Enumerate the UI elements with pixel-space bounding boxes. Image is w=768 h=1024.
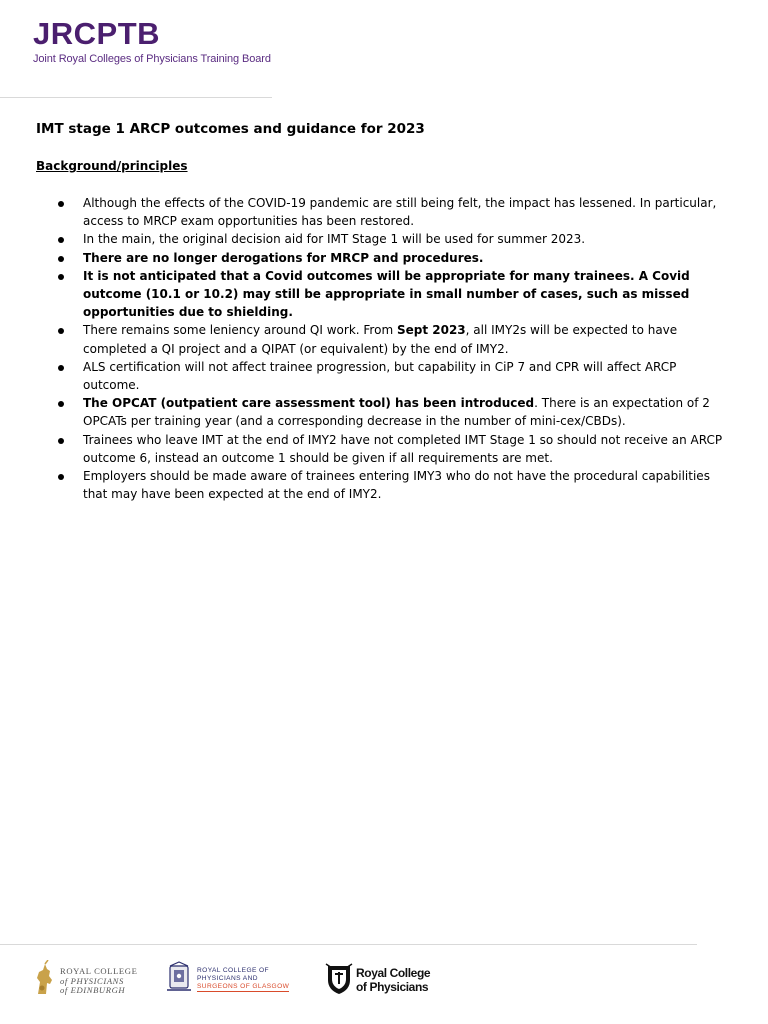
rcpsg-line: SURGEONS OF GLASGOW: [197, 983, 290, 990]
rcp-crest-icon: [324, 960, 354, 996]
bullet-icon: [58, 256, 64, 262]
logo-wordmark: JRCPTB: [33, 16, 161, 51]
bullet-list: [83, 194, 735, 503]
rcp-wordmark: [356, 967, 430, 994]
list-item: [83, 358, 735, 394]
rcp-line: of Physicians: [356, 979, 429, 994]
rcpsg-line: PHYSICIANS AND: [197, 975, 258, 982]
list-item: [83, 230, 735, 248]
list-item: [83, 267, 735, 322]
section-heading: Background/principles: [36, 159, 188, 173]
bullet-text: In the main, the original decision aid for IMT Stage 1 will be used for summer 2023.: [83, 232, 586, 247]
list-item: [83, 194, 735, 230]
jrcptb-logo: [33, 18, 271, 65]
list-item: [83, 249, 735, 267]
bullet-icon: [58, 237, 64, 243]
bullet-icon: [58, 401, 64, 407]
rcpe-line: ROYAL COLLEGE: [60, 966, 138, 976]
rcp-logo: [324, 960, 434, 1000]
bullet-icon: [58, 474, 64, 480]
rcpe-line: of EDINBURGH: [60, 985, 126, 995]
rcp-line: Royal College: [356, 966, 431, 980]
bullet-icon: [58, 438, 64, 444]
rcpe-wordmark: [60, 967, 137, 996]
rcpe-line: of PHYSICIANS: [60, 975, 124, 986]
header-divider: [0, 97, 272, 98]
rcpe-logo: [32, 960, 142, 1000]
bullet-icon: [58, 365, 64, 371]
bullet-text: , all IMY2s will be expected to have completed a QI project and a QIPAT (or equivalent) by the end of IMY2.: [83, 323, 678, 356]
bullet-text-bold: The OPCAT (outpatient care assessment tool) has been introduced: [83, 396, 535, 411]
unicorn-crest-icon: [32, 960, 56, 996]
glasgow-crest-icon: [165, 960, 193, 996]
bullet-icon: [58, 201, 64, 207]
rcpsg-line: ROYAL COLLEGE OF: [197, 967, 269, 974]
bullet-icon: [58, 274, 64, 280]
list-item: [83, 394, 735, 430]
list-item: [83, 321, 735, 357]
bullet-text-bold: There are no longer derogations for MRCP and procedures.: [83, 250, 484, 265]
bullet-text-bold: Sept 2023: [396, 323, 466, 338]
bullet-text: There remains some leniency around QI work. From: [83, 323, 397, 338]
rcpsg-wordmark: [197, 967, 289, 992]
document-title: IMT stage 1 ARCP outcomes and guidance for 2023: [36, 121, 425, 137]
bullet-text: Employers should be made aware of trainees entering IMY3 who do not have the procedural capabilities that may have been expected at the end of IMY2.: [83, 469, 710, 502]
bullet-text: . There is an expectation of 2 OPCATs per training year (and a corresponding decrease in the number of mini-cex/CBDs).: [83, 396, 710, 429]
bullet-text: Although the effects of the COVID-19 pandemic are still being felt, the impact has lessened. In particular, access to MRCP exam opportunities has been restored.: [83, 196, 717, 229]
footer-divider: [0, 944, 697, 945]
logo-subtitle: Joint Royal Colleges of Physicians Training Board: [33, 53, 271, 65]
bullet-text-bold: It is not anticipated that a Covid outcomes will be appropriate for many trainees. A Covid outcome (10.1 or 10.2) may still be appropriate in small number of cases, such as missed opportunities due to shielding.: [83, 268, 690, 320]
list-item: [83, 467, 735, 503]
rcpsg-logo: [165, 960, 305, 1000]
list-item: [83, 431, 735, 467]
bullet-text: ALS certification will not affect trainee progression, but capability in CiP 7 and CPR will affect ARCP outcome.: [83, 359, 677, 393]
bullet-text: Trainees who leave IMT at the end of IMY2 have not completed IMT Stage 1 so should not receive an ARCP outcome 6, instead an outcome 1 should be given if all requirements are met.: [83, 432, 723, 465]
bullet-icon: [58, 328, 64, 334]
